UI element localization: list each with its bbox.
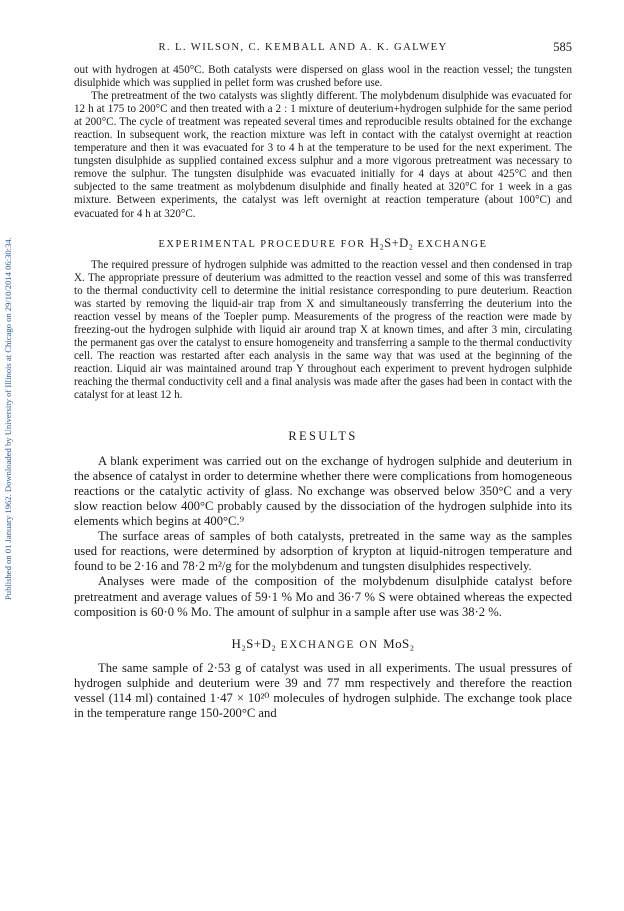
mos2-section — [74, 661, 572, 721]
running-head — [74, 40, 572, 58]
intro-paragraph-1: out with hydrogen at 450°C. Both catalysts were dispersed on glass wool in the reaction vessel; the tungsten disulphide which was supplied in pellet form was crushed before use. — [74, 64, 572, 90]
procedure-heading-formula: H₂S+D₂ — [369, 235, 414, 250]
mos2-paragraph-1: The same sample of 2·53 g of catalyst was used in all experiments. The usual pressures of hydrogen sulphide and deuterium were 39 and 77 mm respectively and therefore the reaction vessel (114 ml) contained 1·47 × 10²⁰ molecules of hydrogen sulphide. The exchange took place in the temperature range 150-200°C and — [74, 660, 572, 720]
results-paragraph-2: The surface areas of samples of both catalysts, pretreated in the same way as the samples used for reactions, were determined by adsorption of krypton at liquid-nitrogen temperature and found to be 2·16 and 78·2 m²/g for the molybdenum and tungsten disulphides respectively. — [74, 529, 572, 574]
procedure-paragraph-1: The required pressure of hydrogen sulphide was admitted to the reaction vessel and then condensed in trap X. The appropriate pressure of deuterium was admitted to the reaction vessel and some of this was transferred to the thermal conductivity cell to determine the initial resistance corresponding to pure deuterium. Reaction was started by removing the liquid-air trap from X and simultaneously transferring the deuterium into the reaction vessel by means of the Toepler pump. Measurements of the progress of the reaction were made by freezing-out the hydrogen sulphide with liquid air around trap X at known times, and after 3 min, circulating the permanent gas over the catalyst to ensure homogeneity and transferring a sample to the thermal conductivity cell. The reaction was restarted after each analysis in the same way that was used at the beginning of the reaction. Liquid air was maintained around trap Y throughout each experiment to prevent hydrogen sulphide reaching the thermal conductivity cell and a final analysis was made after the gases had been in contact with the catalyst for at least 12 h. — [74, 258, 572, 402]
procedure-heading — [74, 236, 572, 251]
results-section — [74, 454, 572, 620]
intro-section — [74, 64, 572, 221]
journal-page — [74, 40, 572, 721]
mos2-heading-middle: EXCHANGE ON — [276, 638, 384, 651]
mos2-heading-formula: H₂S+D₂ — [231, 635, 277, 651]
intro-paragraph-2: The pretreatment of the two catalysts was slightly different. The molybdenum disulphide was evacuated for 12 h at 175 to 200°C and then treated with a 2 : 1 mixture of deuterium+hydrogen sulphide for the same period at 200°C. The cycle of treatment was repeated several times and reproducible results obtained for the exchange reaction. In subsequent work, the reaction mixture was left in contact with the catalyst overnight at reaction temperature and then it was evacuated for 3 to 4 h at the temperature to be used for the next experiment. The tungsten disulphide as supplied contained excess sulphur and a more vigorous pretreatment was necessary to remove the sulphur. The tungsten disulphide was evacuated initially for 4 days at about 425°C and then subjected to the same treatment as molybdenum disulphide and finally heated at 320°C for 1 week in a gas mixture. Between experiments, the catalyst was left overnight at reaction temperature (about 100°C) and evacuated for 4 h at 320°C. — [74, 90, 572, 220]
running-head-authors: R. L. WILSON, C. KEMBALL AND A. K. GALWEY — [158, 42, 448, 53]
results-paragraph-1: A blank experiment was carried out on the exchange of hydrogen sulphide and deuterium in the absence of catalyst in order to determine whether there were complications from homogeneous reactions or the catalytic activity of glass. No exchange was observed below 350°C and a very slow reaction below 400°C probably caused by the dissociation of the hydrogen sulphide into its elements which begins at 400°C.⁹ — [74, 454, 572, 529]
mos2-heading — [74, 636, 572, 652]
procedure-section — [74, 259, 572, 403]
procedure-heading-suffix: EXCHANGE — [413, 238, 488, 250]
publication-side-note — [1, 80, 15, 600]
results-paragraph-3: Analyses were made of the composition of the molybdenum disulphide catalyst before pretreatment and average values of 59·1 % Mo and 36·7 % S were obtained whereas the expected composition is 60·0 % Mo. The amount of sulphur in a sample after use was 38·2 %. — [74, 574, 572, 619]
page-number: 585 — [553, 40, 572, 54]
procedure-heading-prefix: EXPERIMENTAL PROCEDURE FOR — [158, 238, 370, 250]
results-heading: RESULTS — [288, 429, 358, 444]
publication-side-note-text: Published on 01 January 1962. Downloaded by University of Illinois at Chicago on 29/10/2014 06:30:34. — [3, 237, 13, 600]
mos2-heading-catalyst: MoS₂ — [383, 635, 415, 651]
